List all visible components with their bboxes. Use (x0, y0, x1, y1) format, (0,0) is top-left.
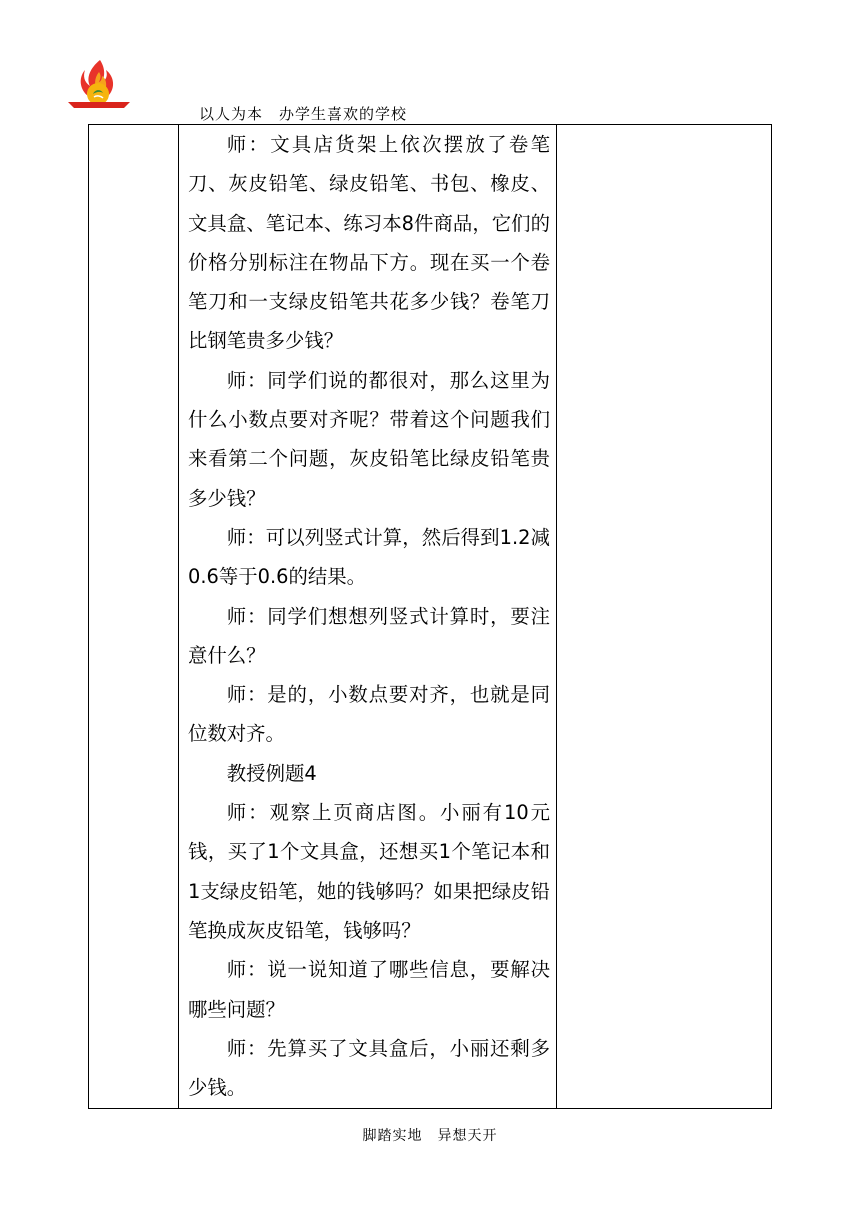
dialogue-paragraph: 师：可以列竖式计算，然后得到1.2减0.6等于0.6的结果。 (188, 525, 550, 589)
table-row (89, 125, 772, 1109)
dialogue-paragraph: 师：说一说知道了哪些信息，要解决哪些问题？ (188, 958, 550, 1021)
school-motto: 以人为本 办学生喜欢的学校 (199, 105, 408, 123)
dialogue-paragraph: 师：观察上页商店图。小丽有10元钱，买了1个文具盒，还想买1个笔记本和1支绿皮铅笔，她的钱够吗？如果把绿皮铅笔换成灰皮铅笔，钱够吗？ (188, 801, 550, 942)
dialogue-paragraph: 师：先算买了文具盒后，小丽还剩多少钱。 (188, 1036, 550, 1100)
lesson-plan-table (88, 124, 772, 1109)
page-header (66, 58, 786, 124)
right-column-cell (557, 125, 772, 1109)
page-footer: 脚踏实地 异想天开 (362, 1128, 498, 1144)
dialogue-paragraph: 师：同学们想想列竖式计算时，要注意什么？ (188, 604, 550, 667)
dialogue-paragraph: 师：是的，小数点要对齐，也就是同位数对齐。 (188, 683, 550, 746)
dialogue-paragraph: 师：同学们说的都很对，那么这里为什么小数点要对齐呢？带着这个问题我们来看第二个问题，灰皮铅笔比绿皮铅笔贵多少钱？ (188, 368, 550, 510)
teaching-content-cell (179, 125, 557, 1109)
section-heading: 教授例题4 (226, 761, 317, 785)
teaching-content (179, 125, 556, 1107)
school-logo-icon (66, 58, 132, 114)
left-column-cell (89, 125, 179, 1109)
dialogue-paragraph: 师：文具店货架上依次摆放了卷笔刀、灰皮铅笔、绿皮铅笔、书包、橡皮、文具盒、笔记本、练习本8件商品，它们的价格分别标注在物品下方。现在买一个卷笔刀和一支绿皮铅笔共花多少钱？卷笔刀比钢笔贵多少钱？ (188, 133, 550, 353)
